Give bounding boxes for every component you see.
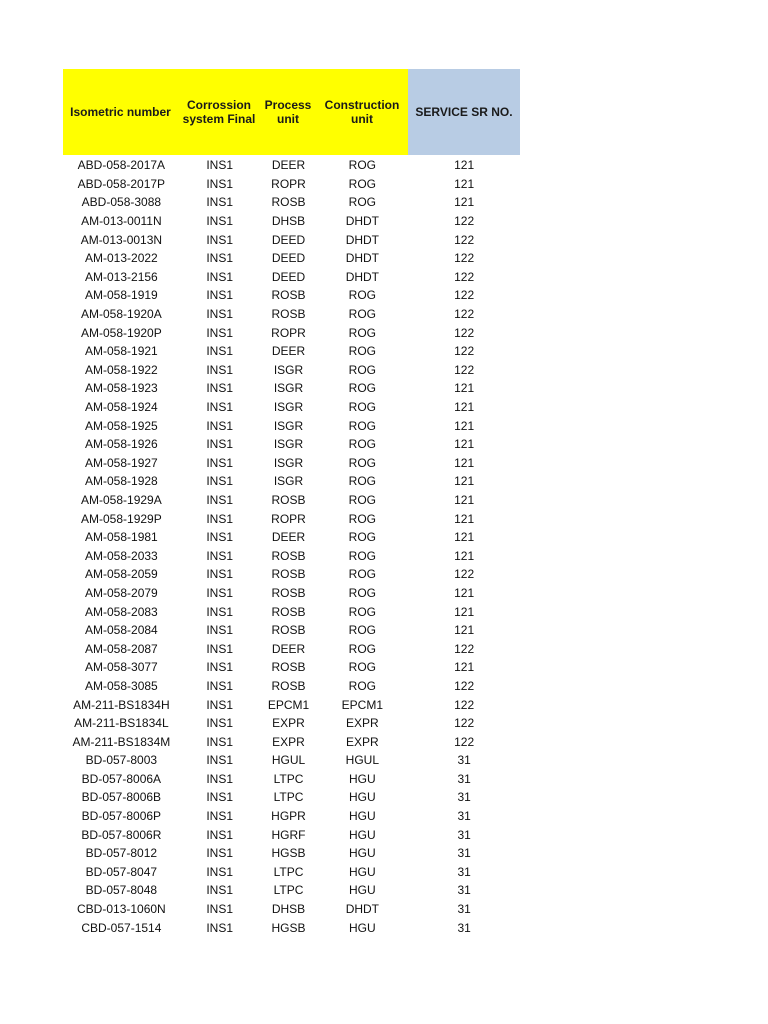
cell-service-sr-no[interactable]: 122: [454, 734, 475, 749]
cell-construction-unit[interactable]: ROG: [348, 325, 377, 340]
cell-service-sr-no[interactable]: 121: [454, 530, 475, 545]
cell-corrosion-system[interactable]: INS1: [206, 920, 233, 935]
cell-corrosion-system[interactable]: INS1: [206, 158, 233, 173]
cell-construction-unit[interactable]: ROG: [348, 455, 377, 470]
cell-process-unit[interactable]: ROSB: [271, 567, 306, 582]
table-row: [63, 546, 520, 565]
cell-isometric-number[interactable]: AM-013-2022: [85, 251, 158, 266]
header-construction-unit[interactable]: Construction unit: [316, 69, 408, 155]
table-row: [63, 788, 520, 807]
cell-construction-unit[interactable]: ROG: [348, 660, 377, 675]
cell-construction-unit[interactable]: ROG: [348, 530, 377, 545]
cell-isometric-number[interactable]: AM-013-0013N: [80, 232, 163, 247]
cell-process-unit[interactable]: ROSB: [271, 195, 306, 210]
table-row: [63, 416, 520, 435]
cell-construction-unit[interactable]: ROG: [348, 604, 377, 619]
cell-isometric-number[interactable]: AM-058-1981: [85, 530, 158, 545]
table-row: [63, 175, 520, 194]
table-row: [63, 379, 520, 398]
cell-construction-unit[interactable]: ROG: [348, 418, 377, 433]
cell-process-unit[interactable]: LTPC: [273, 790, 304, 805]
table-row: [63, 361, 520, 380]
cell-construction-unit[interactable]: HGUL: [345, 753, 380, 768]
cell-isometric-number[interactable]: AM-058-2079: [85, 585, 158, 600]
cell-construction-unit[interactable]: HGU: [349, 920, 376, 935]
cell-isometric-number[interactable]: AM-058-1928: [85, 474, 158, 489]
cell-service-sr-no[interactable]: 122: [454, 214, 475, 229]
table-row: [63, 732, 520, 751]
table-row: [63, 825, 520, 844]
table-row: [63, 491, 520, 510]
cell-construction-unit[interactable]: DHDT: [345, 251, 380, 266]
cell-isometric-number[interactable]: AM-211-BS1834H: [73, 697, 170, 712]
cell-corrosion-system[interactable]: INS1: [206, 251, 233, 266]
cell-service-sr-no[interactable]: 121: [454, 195, 475, 210]
cell-construction-unit[interactable]: ROG: [348, 548, 377, 563]
cell-process-unit[interactable]: HGSB: [271, 846, 306, 861]
cell-process-unit[interactable]: ISGR: [273, 474, 304, 489]
cell-corrosion-system[interactable]: INS1: [206, 325, 233, 340]
table-row: [63, 193, 520, 212]
cell-corrosion-system[interactable]: INS1: [206, 492, 233, 507]
cell-service-sr-no[interactable]: 122: [454, 269, 475, 284]
cell-corrosion-system[interactable]: INS1: [206, 604, 233, 619]
cell-service-sr-no[interactable]: 31: [457, 771, 471, 786]
cell-construction-unit[interactable]: ROG: [348, 437, 377, 452]
cell-construction-unit[interactable]: DHDT: [345, 902, 380, 917]
cell-service-sr-no[interactable]: 121: [454, 474, 475, 489]
cell-process-unit[interactable]: LTPC: [273, 883, 304, 898]
cell-isometric-number[interactable]: AM-013-2156: [85, 269, 158, 284]
cell-service-sr-no[interactable]: 121: [454, 400, 475, 415]
cell-construction-unit[interactable]: DHDT: [345, 232, 380, 247]
table-row: [63, 286, 520, 305]
cell-process-unit[interactable]: ISGR: [273, 381, 304, 396]
cell-corrosion-system[interactable]: INS1: [206, 214, 233, 229]
cell-construction-unit[interactable]: ROG: [348, 344, 377, 359]
cell-corrosion-system[interactable]: INS1: [206, 697, 233, 712]
cell-process-unit[interactable]: DHSB: [271, 902, 306, 917]
cell-isometric-number[interactable]: BD-057-8003: [85, 753, 158, 768]
cell-service-sr-no[interactable]: 121: [454, 437, 475, 452]
cell-service-sr-no[interactable]: 122: [454, 232, 475, 247]
cell-process-unit[interactable]: DEED: [271, 232, 306, 247]
header-process-unit[interactable]: Process unit: [260, 69, 316, 155]
cell-corrosion-system[interactable]: INS1: [206, 269, 233, 284]
cell-service-sr-no[interactable]: 122: [454, 325, 475, 340]
cell-construction-unit[interactable]: ROG: [348, 678, 377, 693]
cell-corrosion-system[interactable]: INS1: [206, 344, 233, 359]
cell-corrosion-system[interactable]: INS1: [206, 362, 233, 377]
cell-process-unit[interactable]: HGUL: [271, 753, 306, 768]
table-row: [63, 305, 520, 324]
cell-service-sr-no[interactable]: 31: [457, 753, 471, 768]
cell-service-sr-no[interactable]: 121: [454, 455, 475, 470]
table-row: [63, 751, 520, 770]
table-row: [63, 398, 520, 417]
table-row: [63, 584, 520, 603]
cell-process-unit[interactable]: ISGR: [273, 362, 304, 377]
table-row: [63, 863, 520, 882]
table-row: [63, 881, 520, 900]
cell-process-unit[interactable]: DHSB: [271, 214, 306, 229]
cell-construction-unit[interactable]: ROG: [348, 307, 377, 322]
table-row: [63, 844, 520, 863]
header-corrosion-system[interactable]: Corrossion system Final: [178, 69, 260, 155]
table-row: [63, 639, 520, 658]
cell-process-unit[interactable]: ROSB: [271, 585, 306, 600]
cell-isometric-number[interactable]: AM-058-1922: [85, 362, 158, 377]
cell-construction-unit[interactable]: ROG: [348, 641, 377, 656]
cell-isometric-number[interactable]: AM-211-BS1834L: [74, 716, 169, 731]
cell-process-unit[interactable]: ROPR: [271, 511, 306, 526]
cell-service-sr-no[interactable]: 122: [454, 697, 475, 712]
cell-process-unit[interactable]: HGPR: [271, 809, 306, 824]
cell-isometric-number[interactable]: AM-058-1919: [85, 288, 158, 303]
table-row: [63, 770, 520, 789]
cell-construction-unit[interactable]: HGU: [349, 771, 376, 786]
cell-process-unit[interactable]: DEED: [271, 269, 306, 284]
cell-service-sr-no[interactable]: 121: [454, 511, 475, 526]
cell-process-unit[interactable]: DEED: [271, 251, 306, 266]
cell-process-unit[interactable]: EXPR: [272, 734, 305, 749]
cell-construction-unit[interactable]: DHDT: [345, 214, 380, 229]
cell-service-sr-no[interactable]: 121: [454, 381, 475, 396]
table-row: [63, 918, 520, 937]
cell-process-unit[interactable]: ISGR: [273, 400, 304, 415]
cell-isometric-number[interactable]: ABD-058-2017P: [77, 176, 166, 191]
cell-service-sr-no[interactable]: 31: [457, 809, 471, 824]
cell-service-sr-no[interactable]: 31: [457, 883, 471, 898]
cell-corrosion-system[interactable]: INS1: [206, 176, 233, 191]
cell-construction-unit[interactable]: ROG: [348, 623, 377, 638]
table-body: [63, 155, 520, 937]
cell-process-unit[interactable]: ROSB: [271, 548, 306, 563]
cell-service-sr-no[interactable]: 122: [454, 251, 475, 266]
cell-service-sr-no[interactable]: 31: [457, 902, 471, 917]
cell-isometric-number[interactable]: AM-211-BS1834M: [72, 734, 171, 749]
cell-process-unit[interactable]: LTPC: [273, 864, 304, 879]
cell-construction-unit[interactable]: ROG: [348, 288, 377, 303]
cell-process-unit[interactable]: ROSB: [271, 660, 306, 675]
cell-service-sr-no[interactable]: 121: [454, 660, 475, 675]
table-row: [63, 658, 520, 677]
cell-service-sr-no[interactable]: 121: [454, 418, 475, 433]
cell-isometric-number[interactable]: AM-058-1924: [85, 400, 158, 415]
cell-isometric-number[interactable]: AM-058-3077: [85, 660, 158, 675]
cell-process-unit[interactable]: ROSB: [271, 307, 306, 322]
cell-corrosion-system[interactable]: INS1: [206, 455, 233, 470]
cell-process-unit[interactable]: ROSB: [271, 288, 306, 303]
cell-isometric-number[interactable]: AM-058-1921: [85, 344, 158, 359]
cell-service-sr-no[interactable]: 122: [454, 362, 475, 377]
cell-process-unit[interactable]: LTPC: [273, 771, 304, 786]
cell-service-sr-no[interactable]: 122: [454, 678, 475, 693]
cell-service-sr-no[interactable]: 121: [454, 176, 475, 191]
table-row: [63, 156, 520, 175]
cell-construction-unit[interactable]: ROG: [348, 585, 377, 600]
cell-process-unit[interactable]: ROSB: [271, 623, 306, 638]
table-row: [63, 509, 520, 528]
table-row: [63, 212, 520, 231]
cell-construction-unit[interactable]: ROG: [348, 567, 377, 582]
cell-process-unit[interactable]: ROSB: [271, 492, 306, 507]
cell-corrosion-system[interactable]: INS1: [206, 864, 233, 879]
cell-service-sr-no[interactable]: 121: [454, 585, 475, 600]
cell-construction-unit[interactable]: HGU: [349, 790, 376, 805]
header-isometric-number[interactable]: Isometric number: [63, 69, 178, 155]
cell-isometric-number[interactable]: AM-058-2083: [85, 604, 158, 619]
header-row: [63, 69, 520, 155]
cell-process-unit[interactable]: ROPR: [271, 325, 306, 340]
cell-construction-unit[interactable]: ROG: [348, 362, 377, 377]
cell-construction-unit[interactable]: HGU: [349, 827, 376, 842]
cell-isometric-number[interactable]: CBD-057-1514: [81, 920, 162, 935]
cell-process-unit[interactable]: ISGR: [273, 455, 304, 470]
cell-service-sr-no[interactable]: 122: [454, 567, 475, 582]
cell-construction-unit[interactable]: DHDT: [345, 269, 380, 284]
table-row: [63, 621, 520, 640]
cell-corrosion-system[interactable]: INS1: [206, 734, 233, 749]
cell-corrosion-system[interactable]: INS1: [206, 660, 233, 675]
cell-service-sr-no[interactable]: 122: [454, 641, 475, 656]
cell-service-sr-no[interactable]: 31: [457, 864, 471, 879]
cell-corrosion-system[interactable]: INS1: [206, 548, 233, 563]
cell-corrosion-system[interactable]: INS1: [206, 585, 233, 600]
cell-service-sr-no[interactable]: 122: [454, 344, 475, 359]
cell-process-unit[interactable]: ROSB: [271, 678, 306, 693]
cell-corrosion-system[interactable]: INS1: [206, 567, 233, 582]
cell-isometric-number[interactable]: AM-058-1920A: [81, 307, 162, 322]
table-row: [63, 807, 520, 826]
cell-corrosion-system[interactable]: INS1: [206, 474, 233, 489]
cell-corrosion-system[interactable]: INS1: [206, 400, 233, 415]
cell-construction-unit[interactable]: ROG: [348, 195, 377, 210]
cell-corrosion-system[interactable]: INS1: [206, 902, 233, 917]
cell-service-sr-no[interactable]: 121: [454, 623, 475, 638]
cell-corrosion-system[interactable]: INS1: [206, 381, 233, 396]
cell-isometric-number[interactable]: BD-057-8012: [85, 846, 158, 861]
cell-service-sr-no[interactable]: 31: [457, 920, 471, 935]
cell-process-unit[interactable]: DEER: [271, 158, 306, 173]
cell-corrosion-system[interactable]: INS1: [206, 307, 233, 322]
cell-service-sr-no[interactable]: 122: [454, 716, 475, 731]
cell-construction-unit[interactable]: HGU: [349, 846, 376, 861]
cell-isometric-number[interactable]: AM-058-2033: [85, 548, 158, 563]
table-row: [63, 230, 520, 249]
cell-isometric-number[interactable]: BD-057-8006A: [81, 771, 162, 786]
cell-corrosion-system[interactable]: INS1: [206, 716, 233, 731]
cell-isometric-number[interactable]: AM-058-2059: [85, 567, 158, 582]
cell-corrosion-system[interactable]: INS1: [206, 418, 233, 433]
cell-construction-unit[interactable]: EXPR: [346, 716, 379, 731]
cell-process-unit[interactable]: EXPR: [272, 716, 305, 731]
cell-process-unit[interactable]: DEER: [271, 344, 306, 359]
cell-isometric-number[interactable]: ABD-058-2017A: [77, 158, 166, 173]
cell-isometric-number[interactable]: AM-058-3085: [85, 678, 158, 693]
cell-service-sr-no[interactable]: 121: [454, 492, 475, 507]
table-row: [63, 565, 520, 584]
cell-construction-unit[interactable]: EPCM1: [341, 697, 384, 712]
cell-isometric-number[interactable]: AM-058-1920P: [81, 325, 162, 340]
cell-isometric-number[interactable]: AM-058-1926: [85, 437, 158, 452]
table-row: [63, 435, 520, 454]
cell-construction-unit[interactable]: ROG: [348, 511, 377, 526]
cell-corrosion-system[interactable]: INS1: [206, 288, 233, 303]
cell-corrosion-system[interactable]: INS1: [206, 809, 233, 824]
cell-isometric-number[interactable]: AM-058-1923: [85, 381, 158, 396]
cell-isometric-number[interactable]: AM-058-1929P: [81, 511, 162, 526]
cell-service-sr-no[interactable]: 121: [454, 158, 475, 173]
cell-process-unit[interactable]: EPCM1: [267, 697, 310, 712]
cell-construction-unit[interactable]: HGU: [349, 883, 376, 898]
table-row: [63, 695, 520, 714]
cell-service-sr-no[interactable]: 31: [457, 827, 471, 842]
cell-isometric-number[interactable]: BD-057-8047: [85, 864, 158, 879]
cell-construction-unit[interactable]: HGU: [349, 864, 376, 879]
table-row: [63, 900, 520, 919]
spreadsheet-table: [63, 69, 520, 937]
cell-service-sr-no[interactable]: 31: [457, 790, 471, 805]
cell-isometric-number[interactable]: AM-058-2087: [85, 641, 158, 656]
cell-isometric-number[interactable]: ABD-058-3088: [81, 195, 162, 210]
cell-construction-unit[interactable]: ROG: [348, 492, 377, 507]
cell-process-unit[interactable]: ISGR: [273, 437, 304, 452]
cell-service-sr-no[interactable]: 121: [454, 548, 475, 563]
header-service-sr-no[interactable]: SERVICE SR NO.: [408, 69, 520, 155]
cell-isometric-number[interactable]: BD-057-8006R: [81, 827, 162, 842]
cell-service-sr-no[interactable]: 31: [457, 846, 471, 861]
cell-construction-unit[interactable]: EXPR: [346, 734, 379, 749]
table-row: [63, 249, 520, 268]
table-row: [63, 602, 520, 621]
cell-isometric-number[interactable]: AM-058-2084: [85, 623, 158, 638]
cell-corrosion-system[interactable]: INS1: [206, 827, 233, 842]
cell-corrosion-system[interactable]: INS1: [206, 678, 233, 693]
cell-isometric-number[interactable]: BD-057-8006P: [81, 809, 162, 824]
table-row: [63, 472, 520, 491]
table-row: [63, 454, 520, 473]
cell-service-sr-no[interactable]: 122: [454, 288, 475, 303]
cell-isometric-number[interactable]: AM-058-1925: [85, 418, 158, 433]
cell-corrosion-system[interactable]: INS1: [206, 883, 233, 898]
table-row: [63, 677, 520, 696]
cell-corrosion-system[interactable]: INS1: [206, 771, 233, 786]
cell-isometric-number[interactable]: AM-058-1927: [85, 455, 158, 470]
cell-construction-unit[interactable]: HGU: [349, 809, 376, 824]
cell-corrosion-system[interactable]: INS1: [206, 511, 233, 526]
cell-corrosion-system[interactable]: INS1: [206, 623, 233, 638]
cell-corrosion-system[interactable]: INS1: [206, 753, 233, 768]
cell-corrosion-system[interactable]: INS1: [206, 641, 233, 656]
cell-corrosion-system[interactable]: INS1: [206, 790, 233, 805]
cell-corrosion-system[interactable]: INS1: [206, 846, 233, 861]
cell-process-unit[interactable]: HGSB: [271, 920, 306, 935]
cell-isometric-number[interactable]: BD-057-8048: [85, 883, 158, 898]
cell-construction-unit[interactable]: ROG: [348, 400, 377, 415]
cell-corrosion-system[interactable]: INS1: [206, 195, 233, 210]
cell-process-unit[interactable]: ISGR: [273, 418, 304, 433]
cell-isometric-number[interactable]: AM-058-1929A: [81, 492, 162, 507]
cell-construction-unit[interactable]: ROG: [348, 176, 377, 191]
cell-process-unit[interactable]: DEER: [271, 530, 306, 545]
cell-isometric-number[interactable]: AM-013-0011N: [81, 214, 162, 229]
cell-construction-unit[interactable]: ROG: [348, 381, 377, 396]
table-row: [63, 528, 520, 547]
cell-service-sr-no[interactable]: 122: [454, 307, 475, 322]
cell-construction-unit[interactable]: ROG: [348, 158, 377, 173]
cell-service-sr-no[interactable]: 121: [454, 604, 475, 619]
cell-process-unit[interactable]: ROPR: [271, 176, 306, 191]
cell-corrosion-system[interactable]: INS1: [206, 437, 233, 452]
cell-process-unit[interactable]: ROSB: [271, 604, 306, 619]
cell-process-unit[interactable]: HGRF: [271, 827, 306, 842]
cell-construction-unit[interactable]: ROG: [348, 474, 377, 489]
cell-process-unit[interactable]: DEER: [271, 641, 306, 656]
table-row: [63, 268, 520, 287]
cell-corrosion-system[interactable]: INS1: [206, 232, 233, 247]
cell-isometric-number[interactable]: BD-057-8006B: [81, 790, 162, 805]
table-row: [63, 714, 520, 733]
table-row: [63, 342, 520, 361]
table-row: [63, 323, 520, 342]
cell-corrosion-system[interactable]: INS1: [206, 530, 233, 545]
cell-isometric-number[interactable]: CBD-013-1060N: [77, 902, 166, 917]
